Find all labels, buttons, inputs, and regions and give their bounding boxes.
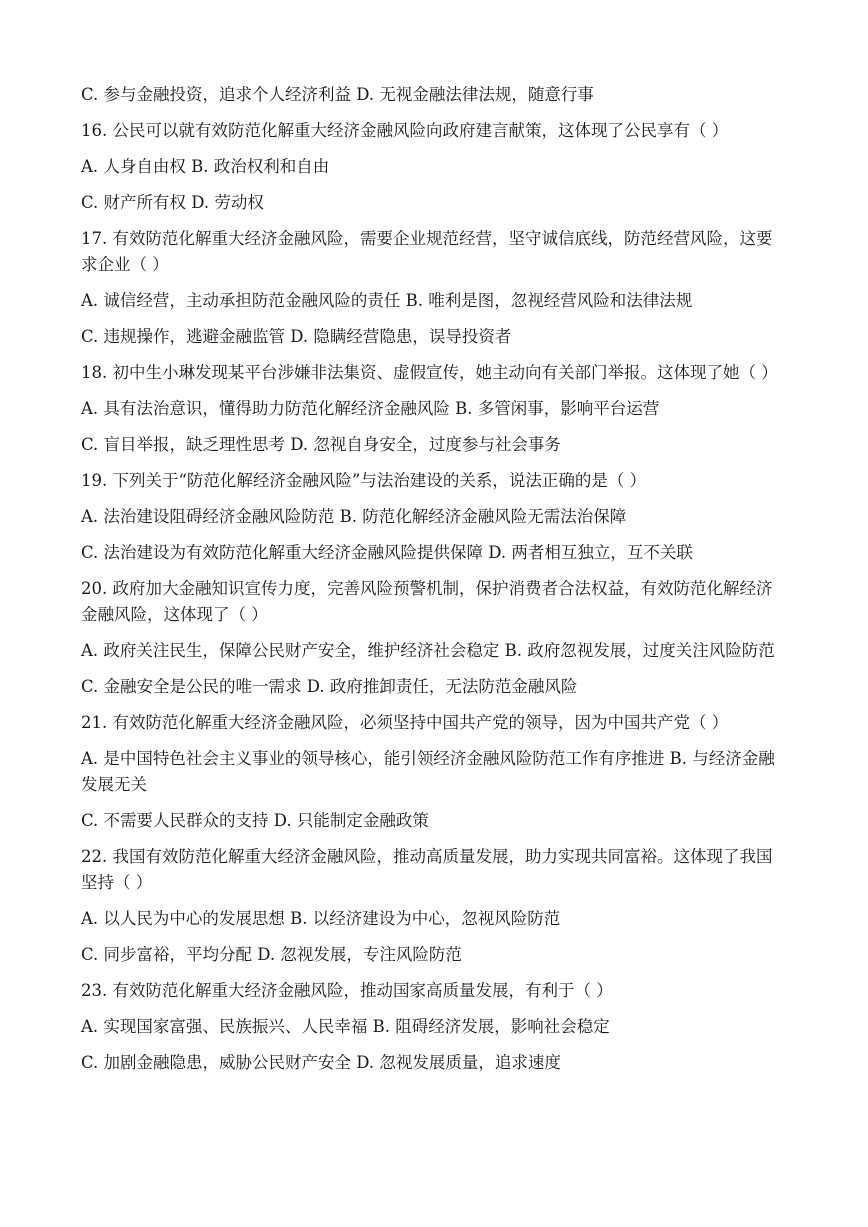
option-line-a-b: A. 以人民为中心的发展思想 B. 以经济建设为中心，忽视风险防范 [81, 909, 561, 928]
option-line-c-d: C. 不需要人民群众的支持 D. 只能制定金融政策 [81, 811, 429, 830]
option-line-c-d: C. 加剧金融隐患，威胁公民财产安全 D. 忽视发展质量，追求速度 [81, 1053, 561, 1072]
question-17 [81, 226, 787, 350]
question-22 [81, 844, 787, 968]
option-line-c-d: C. 金融安全是公民的唯一需求 D. 政府推卸责任，无法防范金融风险 [81, 677, 578, 696]
option-line-a-b: A. 人身自由权 B. 政治权利和自由 [81, 157, 330, 176]
document-page [81, 82, 787, 1086]
option-line-a-b: A. 实现国家富强、民族振兴、人民幸福 B. 阻碍经济发展，影响社会稳定 [81, 1017, 610, 1036]
option-line-a-b: A. 具有法治意识，懂得助力防范化解经济金融风险 B. 多管闲事，影响平台运营 [81, 399, 660, 418]
question-stem: 19. 下列关于“防范化解经济金融风险”与法治建设的关系，说法正确的是（ ） [81, 471, 647, 490]
option-line-c-d: C. 违规操作，逃避金融监管 D. 隐瞒经营隐患，误导投资者 [81, 327, 512, 346]
option-line-c-d: C. 盲目举报，缺乏理性思考 D. 忽视自身安全，过度参与社会事务 [81, 435, 561, 454]
question-stem: 21. 有效防范化解重大经济金融风险，必须坚持中国共产党的领导，因为中国共产党（ ） [81, 713, 729, 732]
question-16 [81, 118, 787, 216]
option-line-c-d: C. 财产所有权 D. 劳动权 [81, 193, 264, 212]
option-line-prev-c-d: C. 参与金融投资，追求个人经济利益 D. 无视金融法律法规，随意行事 [81, 85, 594, 104]
option-line-c-d: C. 同步富裕，平均分配 D. 忽视发展，专注风险防范 [81, 945, 462, 964]
question-18 [81, 360, 787, 458]
question-stem: 20. 政府加大金融知识宣传力度，完善风险预警机制，保护消费者合法权益，有效防范化解经济金融风险，这体现了（ ） [81, 579, 773, 624]
question-19 [81, 468, 787, 566]
question-stem: 23. 有效防范化解重大经济金融风险，推动国家高质量发展，有利于（ ） [81, 981, 613, 1000]
option-line-a-b: A. 诚信经营，主动承担防范金融风险的责任 B. 唯利是图，忽视经营风险和法律法规 [81, 291, 693, 310]
option-line-c-d: C. 法治建设为有效防范化解重大经济金融风险提供保障 D. 两者相互独立，互不关联 [81, 543, 693, 562]
question-20 [81, 576, 787, 700]
question-stem: 18. 初中生小琳发现某平台涉嫌非法集资、虚假宣传，她主动向有关部门举报。这体现了她（ ） [81, 363, 778, 382]
question-21 [81, 710, 787, 834]
option-line-a-b: A. 政府关注民生，保障公民财产安全，维护经济社会稳定 B. 政府忽视发展，过度关注风险防范 [81, 641, 775, 660]
question-23 [81, 978, 787, 1076]
question-stem: 22. 我国有效防范化解重大经济金融风险，推动高质量发展，助力实现共同富裕。这体现了我国坚持（ ） [81, 847, 773, 892]
question-stem: 17. 有效防范化解重大经济金融风险，需要企业规范经营，坚守诚信底线，防范经营风险，这要求企业（ ） [81, 229, 773, 274]
option-line-a-b: A. 是中国特色社会主义事业的领导核心，能引领经济金融风险防范工作有序推进 B. 与经济金融发展无关 [81, 749, 775, 794]
question-stem: 16. 公民可以就有效防范化解重大经济金融风险向政府建言献策，这体现了公民享有（ ） [81, 121, 729, 140]
option-line-a-b: A. 法治建设阻碍经济金融风险防范 B. 防范化解经济金融风险无需法治保障 [81, 507, 627, 526]
